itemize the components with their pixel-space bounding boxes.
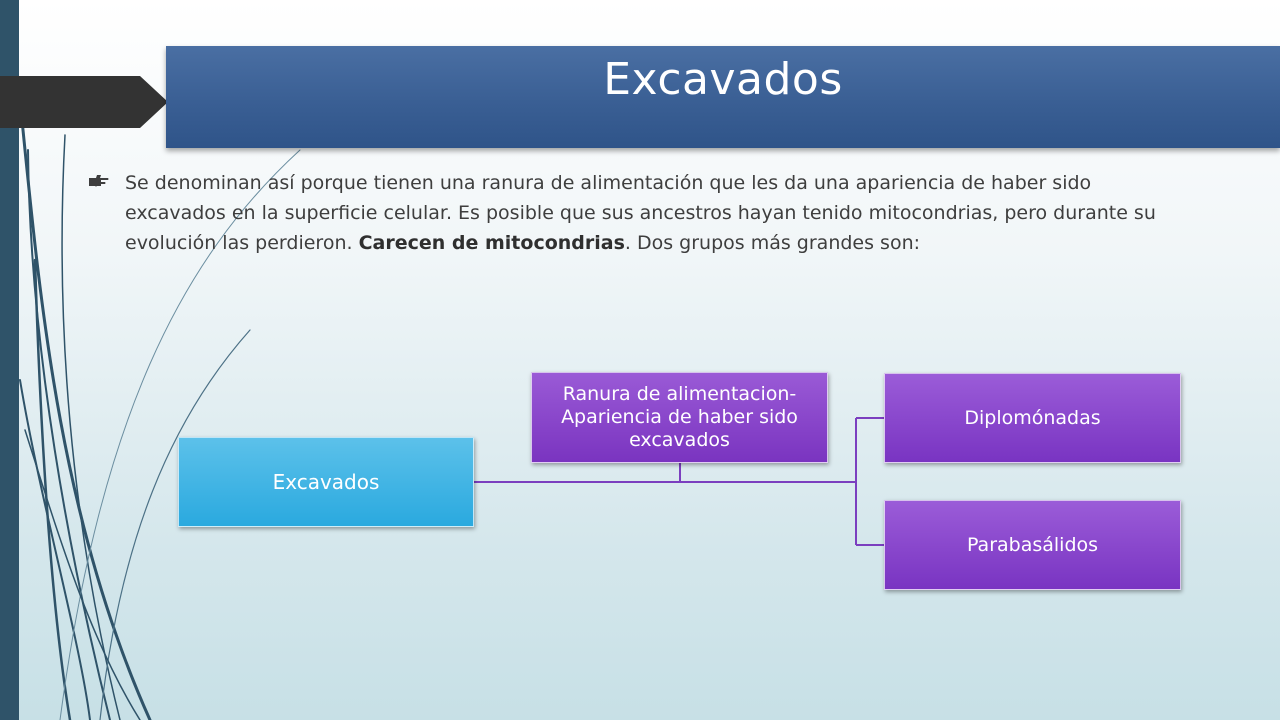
node-feeding-groove: Ranura de alimentacion- Apariencia de haber sido excavados (531, 372, 828, 463)
bullet-text-end: . Dos grupos más grandes son: (624, 232, 921, 254)
node-parabasalidos: Parabasálidos (884, 500, 1181, 590)
page-title: Excavados (603, 54, 843, 105)
node-diplomonadas: Diplomónadas (884, 373, 1181, 463)
bullet-text-bold: Carecen de mitocondrias (358, 232, 625, 254)
node-excavados: Excavados (178, 437, 474, 527)
bullet-text-main: Se denominan así porque tienen una ranura de alimentación que les da una apariencia de haber sido excavados en la superficie celular. Es posible que sus ancestros hayan tenido mitocondrias, pero durante su evolución las perdieron. (125, 172, 1156, 254)
